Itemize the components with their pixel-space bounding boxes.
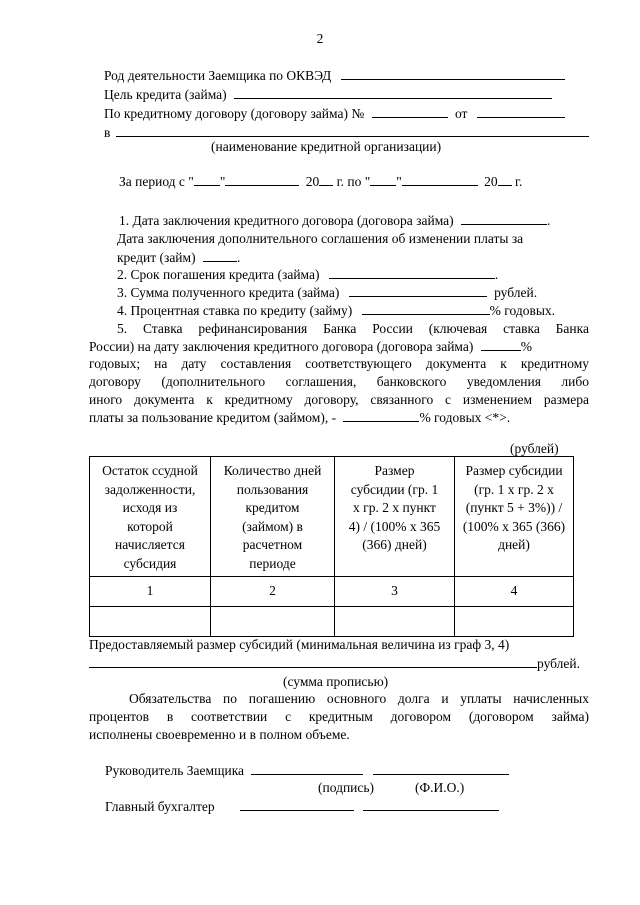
accountant-fio-field[interactable]	[363, 798, 499, 811]
item-5-pct: %	[520, 339, 532, 354]
item-3-row	[117, 284, 537, 301]
item-2-dot: .	[494, 267, 499, 282]
addendum-line-2	[117, 249, 240, 266]
period-quote-1: "	[219, 174, 226, 189]
column-number: 3	[335, 577, 455, 607]
header-text: Размер субсидии	[465, 463, 563, 478]
period-year-2: 20	[484, 174, 498, 189]
column-number: 4	[455, 577, 574, 607]
header-text: (100% х 365 (366)	[462, 518, 566, 534]
header-text: 4) / (100% х 365	[348, 518, 441, 534]
period-to-month[interactable]	[402, 173, 478, 186]
item-1-dot: .	[547, 213, 551, 228]
header-text: пользования	[236, 481, 309, 497]
item-2-label: 2. Срок погашения кредита (займа)	[117, 267, 320, 282]
header-col-4	[455, 457, 574, 577]
maturity-field[interactable]	[329, 266, 495, 279]
period-quote-2: "	[396, 174, 402, 189]
header-text: начисляется	[115, 537, 185, 553]
period-to-year[interactable]	[498, 173, 512, 186]
key-rate-field[interactable]	[343, 409, 419, 422]
header-text: (гр. 1 х гр. 2 х	[474, 481, 554, 497]
item-4-pct: % годовых.	[489, 303, 556, 318]
period-from-year[interactable]	[319, 173, 333, 186]
header-col-2	[211, 457, 335, 577]
data-entry-row	[90, 607, 574, 637]
purpose-field[interactable]	[234, 86, 552, 99]
header-text: (пункт 5 + 3%)) /	[465, 500, 563, 516]
column-number-row	[90, 577, 574, 607]
head-label: Руководитель Заемщика	[105, 763, 245, 778]
period-year-1: 20	[305, 174, 320, 189]
period-mid: г. по "	[336, 174, 371, 189]
purpose-label: Цель кредита (займа)	[104, 87, 227, 102]
head-signature-row	[105, 762, 509, 779]
subsidy-amount-row	[89, 655, 580, 672]
subsidy-gr3-cell[interactable]	[335, 607, 455, 637]
header-text: задолженности,	[104, 481, 196, 497]
item-4-row	[117, 302, 555, 319]
item-5-line-1: 5. Ставка рефинансирования Банка России (ключевая ставка Банка	[117, 321, 589, 336]
organization-field[interactable]	[116, 124, 589, 137]
subsidy-gr4-cell[interactable]	[455, 607, 574, 637]
refinancing-rate-field[interactable]	[481, 338, 521, 351]
purpose-row	[104, 86, 552, 103]
period-label: За период с "	[119, 174, 194, 189]
agreement-row	[104, 105, 565, 122]
obligations-line-3: исполнены своевременно и в полном объеме.	[89, 727, 350, 742]
header-col-3	[335, 457, 455, 577]
item-5-line-2	[89, 338, 532, 355]
interest-rate-field[interactable]	[362, 302, 490, 315]
sign-caption: (подпись)	[318, 780, 375, 795]
accountant-signature-field[interactable]	[240, 798, 354, 811]
okved-row	[104, 67, 565, 84]
header-text: кредитом	[245, 500, 300, 516]
header-text: Количество дней	[223, 463, 322, 478]
loan-amount-field[interactable]	[349, 284, 487, 297]
page-number: 2	[316, 31, 324, 46]
header-text: (займом) в	[242, 518, 303, 534]
in-label: в	[104, 125, 111, 140]
accountant-label: Главный бухгалтер	[105, 799, 215, 814]
column-number: 2	[211, 577, 335, 607]
from-label: от	[454, 106, 468, 121]
item-5-line-5: иного документа к кредитному договору, связанного с изменением размера	[89, 392, 589, 407]
fio-caption: (Ф.И.О.)	[415, 780, 465, 795]
addendum-dot: .	[236, 250, 241, 265]
item-5-line-2-text: России) на дату заключения кредитного договора (договора займа)	[89, 339, 474, 354]
organization-caption: (наименование кредитной организации)	[211, 139, 442, 154]
period-row	[119, 173, 522, 190]
item-3-rub: рублей.	[494, 285, 538, 300]
item-3-label: 3. Сумма полученного кредита (займа)	[117, 285, 340, 300]
subsidy-amount-field[interactable]	[89, 655, 537, 668]
header-text: Размер	[374, 463, 415, 478]
obligations-line-2: процентов в соответствии с кредитным договором (договором займа)	[89, 709, 589, 724]
header-text: расчетном	[242, 537, 303, 553]
sum-caption: (сумма прописью)	[283, 674, 389, 689]
item-5-line-3: годовых; на дату составления соответствующего документа к кредитному	[89, 356, 589, 371]
header-text: х гр. 2 х пункт	[353, 500, 436, 516]
table-unit-label: (рублей)	[510, 441, 559, 456]
item-1-label: 1. Дата заключения кредитного договора (договора займа)	[119, 213, 454, 228]
contract-date-field[interactable]	[461, 212, 547, 225]
period-to-day[interactable]	[370, 173, 396, 186]
outstanding-debt-cell[interactable]	[90, 607, 211, 637]
subsidy-table	[89, 456, 574, 637]
addendum-date-field[interactable]	[203, 249, 237, 262]
subsidy-line: Предоставляемый размер субсидий (минимальная величина из граф 3, 4)	[89, 637, 510, 652]
item-4-label: 4. Процентная ставка по кредиту (займу)	[117, 303, 353, 318]
table-header-row	[90, 457, 574, 577]
agreement-number-field[interactable]	[372, 105, 448, 118]
column-number: 1	[90, 577, 211, 607]
agreement-label: По кредитному договору (договору займа) №	[104, 106, 365, 121]
header-text: субсидии (гр. 1	[350, 481, 439, 497]
agreement-date-field[interactable]	[477, 105, 565, 118]
period-from-day[interactable]	[194, 173, 220, 186]
item-5-end: % годовых <*>.	[419, 410, 511, 425]
item-1-row	[119, 212, 550, 229]
item-5-line-6	[89, 409, 510, 426]
subsidy-rub: рублей.	[537, 656, 581, 671]
obligations-line-1: Обязательства по погашению основного долга и уплаты начисленных	[129, 691, 589, 706]
header-text: периоде	[249, 555, 296, 571]
header-col-1	[90, 457, 211, 577]
item-5-line-4: договору (дополнительного соглашения, банковского уведомления либо	[89, 374, 589, 389]
okved-field[interactable]	[341, 67, 565, 80]
addendum-label: кредит (займ)	[117, 250, 196, 265]
accountant-row	[105, 798, 499, 815]
header-text: субсидия	[123, 555, 177, 571]
header-text: Остаток ссудной	[102, 463, 198, 478]
period-from-month[interactable]	[225, 173, 299, 186]
head-fio-field[interactable]	[373, 762, 509, 775]
header-text: которой	[127, 518, 173, 534]
item-5-line-6-text: платы за пользование кредитом (займом), -	[89, 410, 337, 425]
addendum-line-1: Дата заключения дополнительного соглашения об изменении платы за	[117, 231, 524, 246]
item-2-row	[117, 266, 498, 283]
header-text: дней)	[498, 537, 530, 553]
days-cell[interactable]	[211, 607, 335, 637]
period-end: г.	[514, 174, 523, 189]
header-text: исходя из	[122, 500, 178, 516]
header-text: (366) дней)	[362, 537, 427, 553]
head-signature-field[interactable]	[251, 762, 363, 775]
okved-label: Род деятельности Заемщика по ОКВЭД	[104, 68, 332, 83]
